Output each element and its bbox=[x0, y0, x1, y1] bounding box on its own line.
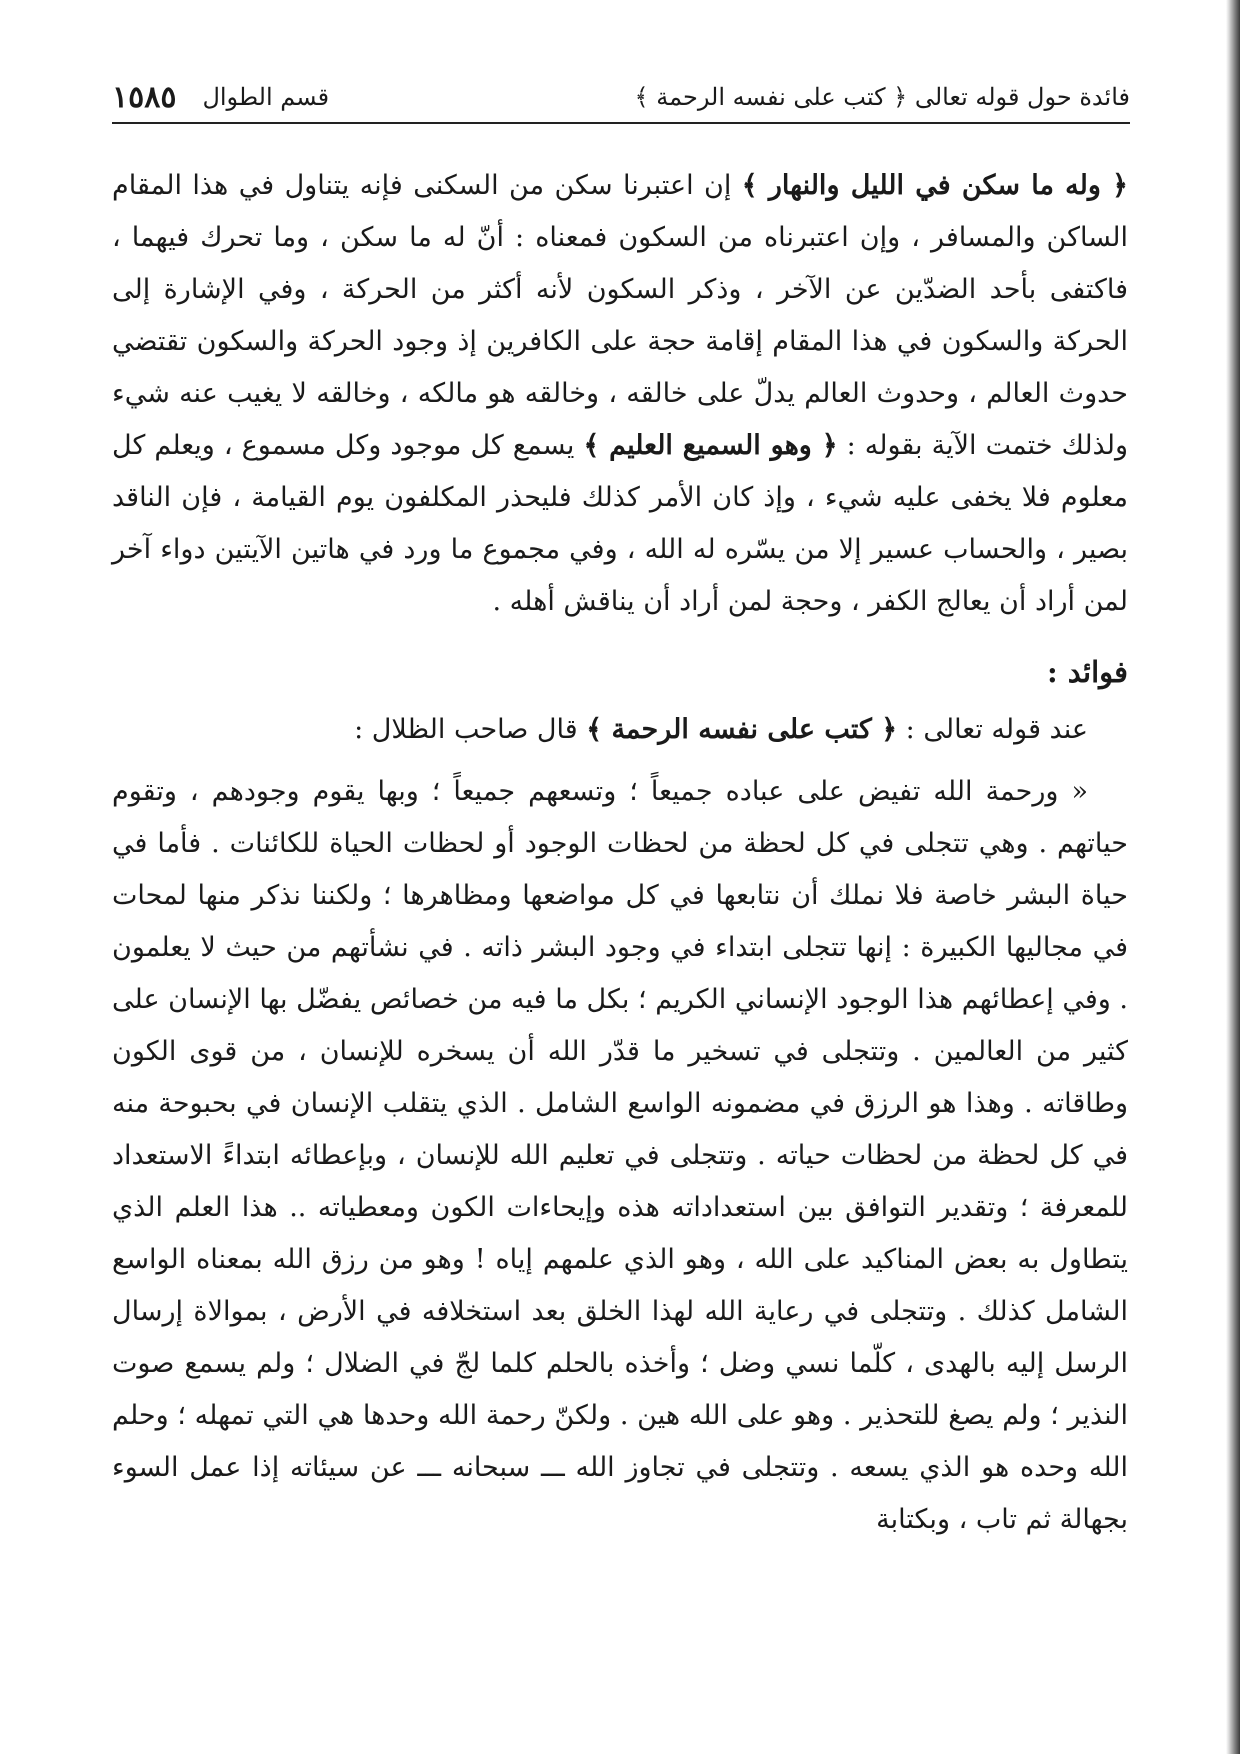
paragraph-tafsir bbox=[112, 160, 1128, 628]
intro-prefix: عند قوله تعالى : bbox=[897, 714, 1088, 745]
paragraph-text: إن اعتبرنا سكن من السكنى فإنه يتناول في هذا المقام الساكن والمسافر ، وإن اعتبرناه من السكون فمعناه : أنّ له ما سكن ، وما تحرك فيهما ، فاكتفى بأحد الضدّين عن الآخر ، وذكر السكون لأنه أكثر من الحركة ، وفي الإشارة إلى الحركة والسكون في هذا المقام إقامة حجة على الكافرين إذ وجود الحركة والسكون تقتضي حدوث العالم ، وحدوث العالم يدلّ على خالقه ، وخالقه هو مالكه ، وخالقه لا يغيب عنه شيء ولذلك ختمت الآية بقوله : bbox=[112, 170, 1128, 461]
section-heading: فوائد : bbox=[1047, 655, 1128, 689]
section-name: قسم الطوال bbox=[202, 83, 330, 111]
benefits-intro bbox=[112, 704, 1128, 756]
intro-suffix: قال صاحب الظلال : bbox=[354, 714, 587, 745]
quran-quote: ﴿ وهو السميع العليم ﴾ bbox=[583, 430, 838, 461]
page-number: ١٥٨٥ bbox=[112, 79, 177, 115]
spacer bbox=[112, 756, 1128, 766]
header-left-group bbox=[112, 80, 329, 115]
citation-paragraph: « ورحمة الله تفيض على عباده جميعاً ؛ وتسعهم جميعاً ؛ وبها يقوم وجودهم ، وتقوم حياتهم . وهي تتجلى في كل لحظة من لحظات الوجود أو لحظات الحياة للكائنات . فأما في حياة البشر خاصة فلا نملك أن نتابعها في كل مواضعها ومظاهرها ؛ ولكننا نذكر منها لمحات في مجاليها الكبيرة : إنها تتجلى ابتداء في وجود البشر ذاته . في نشأتهم من حيث لا يعلمون . وفي إعطائهم هذا الوجود الإنساني الكريم ؛ بكل ما فيه من خصائص يفضّل بها الإنسان على كثير من العالمين . وتتجلى في تسخير ما قدّر الله أن يسخره للإنسان ، من قوى الكون وطاقاته . وهذا هو الرزق في مضمونه الواسع الشامل . الذي يتقلب الإنسان في بحبوحة منه في كل لحظة من لحظات حياته . وتتجلى في تعليم الله للإنسان ، وبإعطائه ابتداءً الاستعداد للمعرفة ؛ وتقدير التوافق بين استعداداته هذه وإيحاءات الكون ومعطياته .. هذا العلم الذي يتطاول به بعض المناكيد على الله ، وهو الذي علمهم إياه ! وهو من رزق الله بمعناه الواسع الشامل كذلك . وتتجلى في رعاية الله لهذا الخلق بعد استخلافه في الأرض ، بموالاة إرسال الرسل إليه بالهدى ، كلّما نسي وضل ؛ وأخذه بالحلم كلما لجّ في الضلال ؛ ولم يسمع صوت النذير ؛ ولم يصغ للتحذير . وهو على الله هين . ولكنّ رحمة الله وحدها هي التي تمهله ؛ وحلم الله وحده هو الذي يسعه . وتتجلى في تجاوز الله ـــ سبحانه ـــ عن سيئاته إذا عمل السوء بجهالة ثم تاب ، وبكتابة bbox=[112, 776, 1128, 1535]
paragraph-text: يسمع كل موجود وكل مسموع ، ويعلم كل معلوم فلا يخفى عليه شيء ، وإذ كان الأمر كذلك فليحذر المكلفون يوم القيامة ، فإن الناقد بصير ، والحساب عسير إلا من يسّره له الله ، وفي مجموع ما ورد في هاتين الآيتين دواء آخر لمن أراد أن يعالج الكفر ، وحجة لمن أراد أن يناقش أهله . bbox=[112, 430, 1128, 617]
running-title-prefix: فائدة حول قوله تعالى bbox=[914, 83, 1130, 111]
running-title bbox=[635, 83, 1130, 111]
running-title-quote: ﴿ كتب على نفسه الرحمة ﴾ bbox=[634, 83, 908, 111]
page-body bbox=[112, 160, 1128, 1546]
spacer bbox=[112, 628, 1128, 638]
header-divider bbox=[112, 122, 1130, 124]
page-edge-shadow bbox=[1226, 0, 1240, 1754]
quran-quote: ﴿ كتب على نفسه الرحمة ﴾ bbox=[586, 714, 898, 745]
quran-quote: ﴿ وله ما سكن في الليل والنهار ﴾ bbox=[741, 170, 1128, 201]
running-header bbox=[112, 74, 1130, 120]
